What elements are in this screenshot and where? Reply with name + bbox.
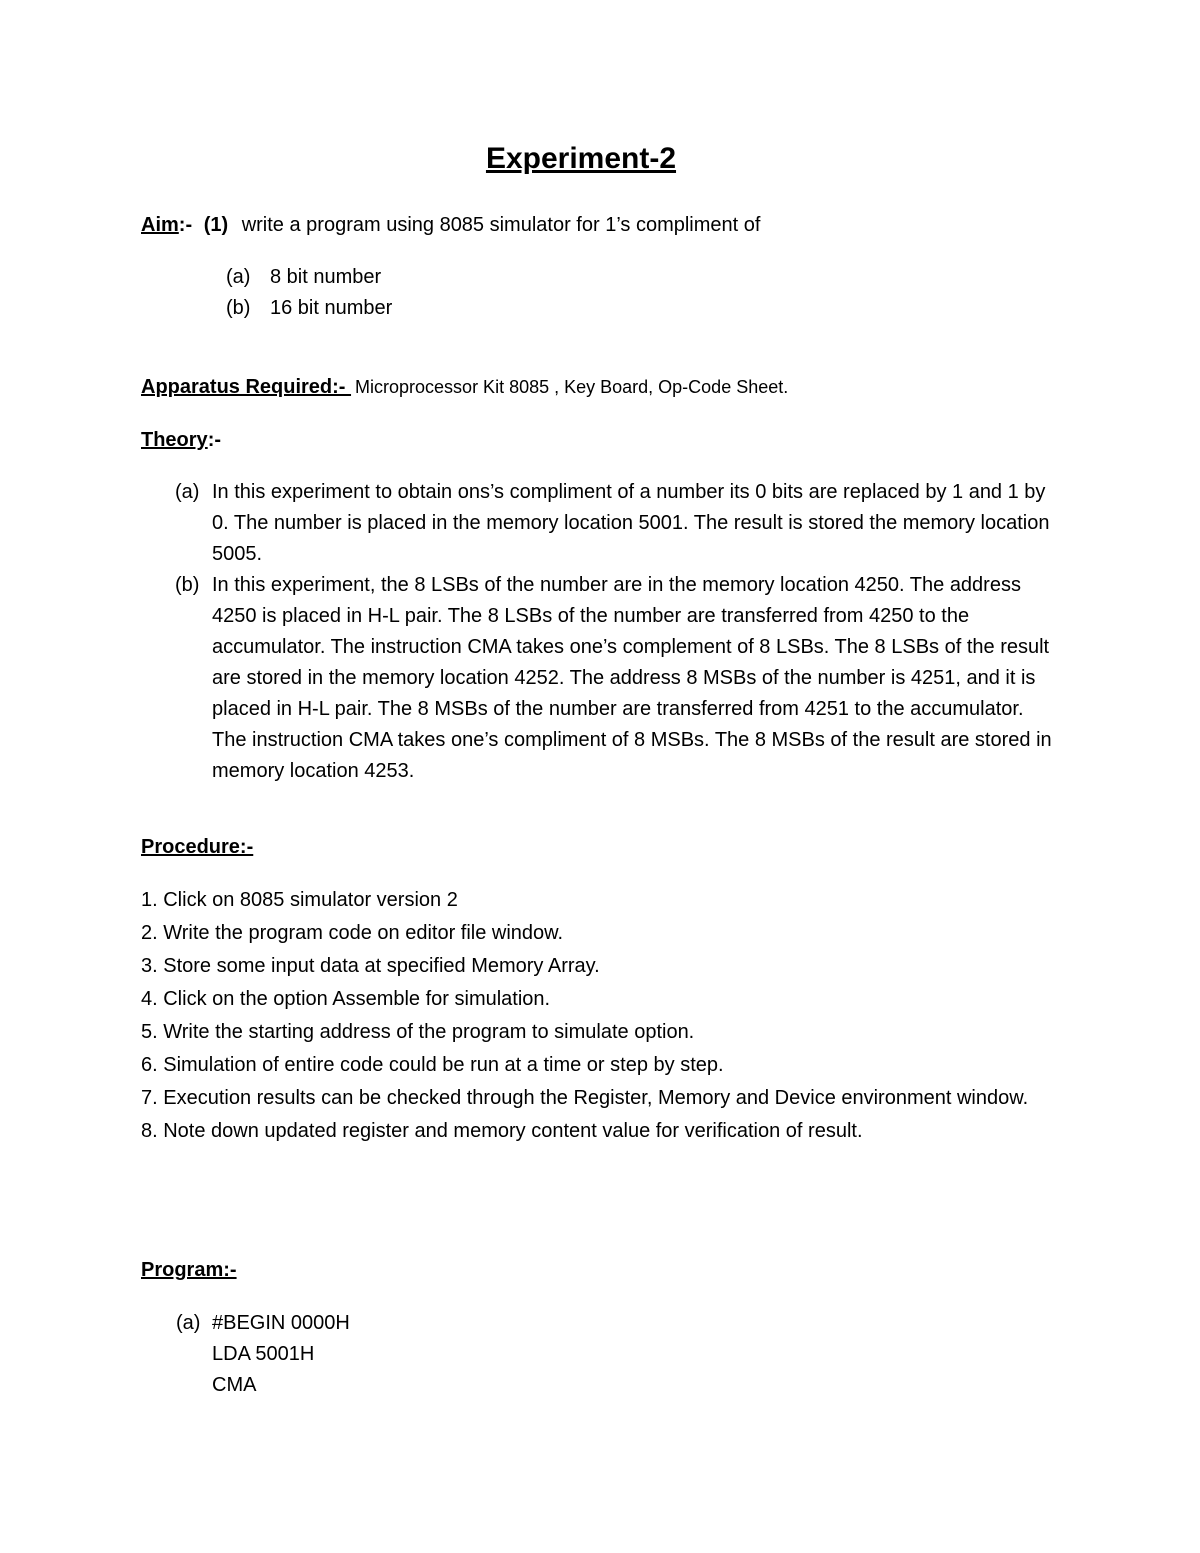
code-line: LDA 5001H — [212, 1343, 315, 1365]
aim-label: Aim — [141, 214, 179, 236]
aim-item-label: (b) — [226, 297, 251, 319]
procedure-label: Procedure:- — [141, 836, 254, 858]
aim-item-a — [226, 262, 381, 293]
code-line: #BEGIN 0000H — [212, 1312, 350, 1334]
aim-item-label: (a) — [226, 266, 251, 288]
theory-item-text: In this experiment, the 8 LSBs of the number are in the memory location 4250. The address 4250 is placed in H-L pair. The 8 LSBs of the number are transferred from 4250 to the accumulator. The instruction CMA takes one’s complement of 8 LSBs. The 8 LSBs of the result are stored in the memory location 4252. The address 8 MSBs of the number is 4251, and it is placed in H-L pair. The 8 MSBs of the number are transferred from 4251 to the accumulator. The instruction CMA takes one’s compliment of 8 MSBs. The 8 MSBs of the result are stored in memory location 4253. — [212, 574, 1052, 782]
program-label: Program:- — [141, 1259, 237, 1281]
procedure-step: 3. Store some input data at specified Memory Array. — [141, 955, 600, 977]
page-title: Experiment-2 — [485, 142, 677, 175]
theory-label: Theory — [141, 429, 208, 451]
procedure-step: 1. Click on 8085 simulator version 2 — [141, 889, 458, 911]
aim-line — [141, 210, 760, 241]
procedure-step: 4. Click on the option Assemble for simulation. — [141, 988, 551, 1010]
procedure-heading — [141, 832, 253, 863]
theory-item-a — [141, 477, 1062, 570]
aim-separator: :- — [178, 214, 193, 236]
apparatus-line — [141, 372, 788, 403]
program-item-label: (a) — [176, 1312, 201, 1334]
theory-item-label: (a) — [175, 481, 200, 503]
theory-heading — [141, 425, 221, 456]
aim-number: (1) — [203, 214, 229, 236]
apparatus-label: Apparatus Required:- — [141, 376, 352, 398]
program-code — [212, 1308, 350, 1401]
procedure-steps — [141, 884, 1041, 1148]
program-item-a — [176, 1308, 350, 1401]
code-line: CMA — [212, 1374, 257, 1396]
aim-item-text: 16 bit number — [270, 297, 393, 319]
procedure-step: 2. Write the program code on editor file window. — [141, 922, 564, 944]
aim-text: write a program using 8085 simulator for 1’s compliment of — [241, 214, 761, 236]
procedure-step: 7. Execution results can be checked through the Register, Memory and Device environment window. — [141, 1087, 1029, 1109]
aim-item-b — [226, 293, 392, 324]
theory-item-text: In this experiment to obtain ons’s compliment of a number its 0 bits are replaced by 1 and 1 by 0. The number is placed in the memory location 5001. The result is stored the memory location 5005. — [212, 481, 1050, 565]
procedure-step: 6. Simulation of entire code could be run at a time or step by step. — [141, 1054, 724, 1076]
procedure-step: 5. Write the starting address of the program to simulate option. — [141, 1021, 695, 1043]
apparatus-text: Microprocessor Kit 8085 , Key Board, Op-Code Sheet. — [355, 377, 789, 397]
program-heading — [141, 1255, 237, 1286]
theory-item-b — [141, 570, 1062, 787]
theory-separator: :- — [207, 429, 222, 451]
procedure-step: 8. Note down updated register and memory content value for verification of result. — [141, 1120, 863, 1142]
aim-item-text: 8 bit number — [270, 266, 382, 288]
theory-item-label: (b) — [175, 574, 200, 596]
